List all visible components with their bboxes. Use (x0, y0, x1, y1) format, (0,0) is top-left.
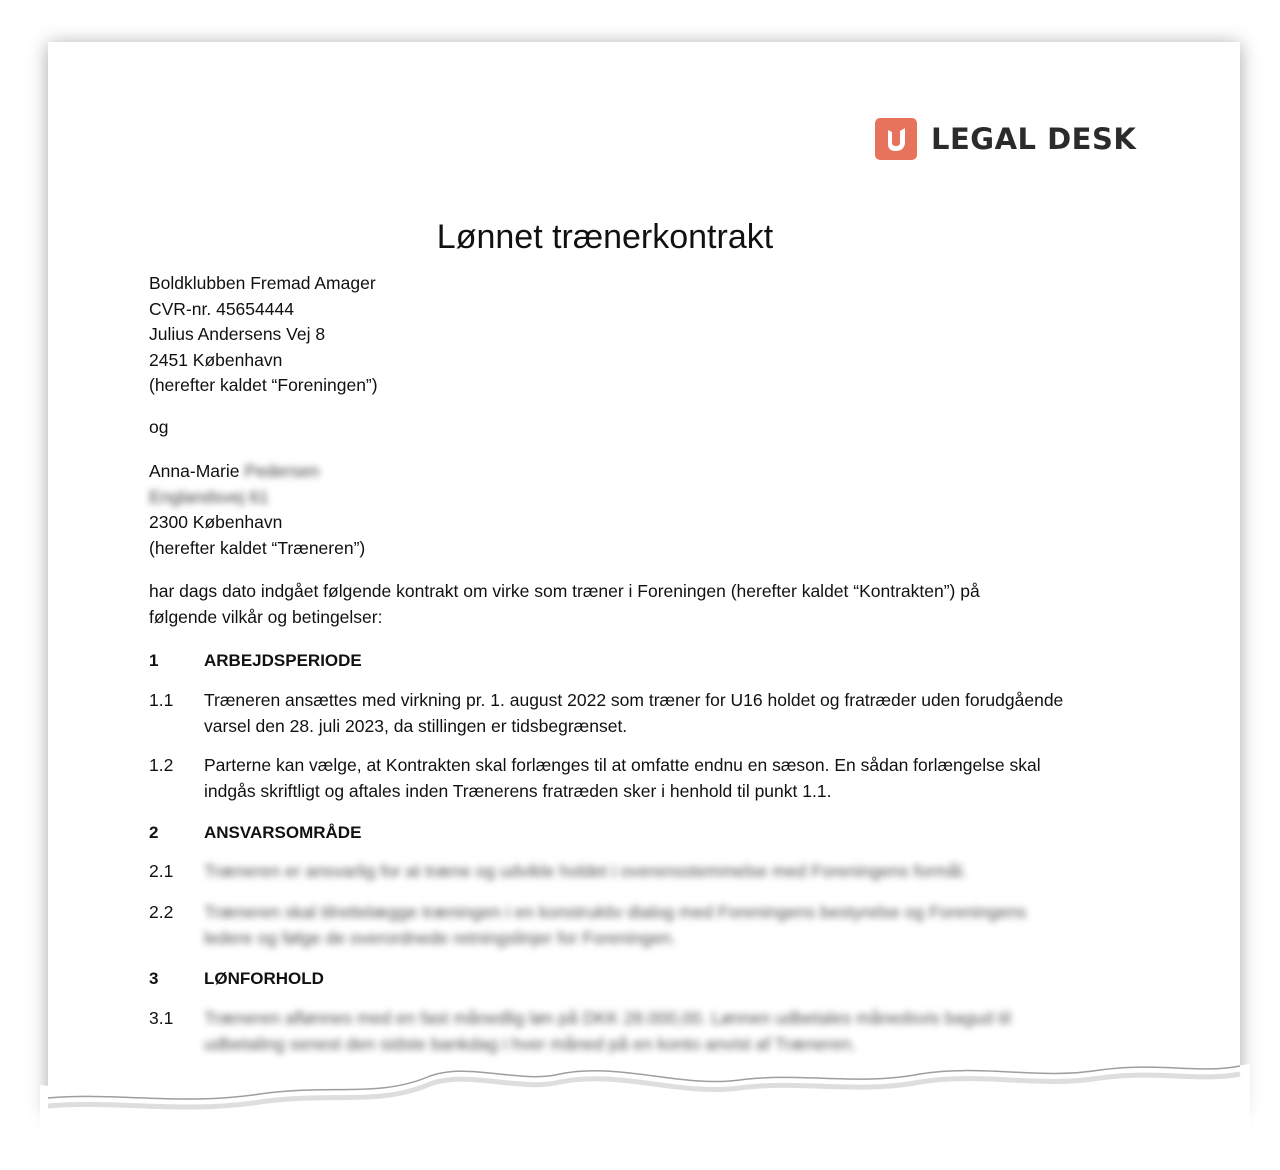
party-1-alias: (herefter kaldet “Foreningen”) (149, 375, 378, 395)
party-2-alias: (herefter kaldet “Træneren”) (149, 537, 366, 558)
clause-number: 2.2 (149, 902, 174, 922)
section-title: LØNFORHOLD (204, 969, 324, 988)
intro-line-2: følgende vilkår og betingelser: (149, 606, 383, 627)
section-title: ANSVARSOMRÅDE (204, 823, 362, 842)
intro-line-1: har dags dato indgået følgende kontrakt om virke som træner i Foreningen (herefter kaldet “Kontrakten”) på (149, 581, 980, 601)
document-page (48, 42, 1240, 1112)
party-1-city: 2451 København (149, 349, 283, 370)
party-2-last-name-redacted: Pedersen (244, 461, 320, 481)
section-number: 3 (149, 969, 159, 988)
party-2-street-redacted: Englandsvej 61 (149, 486, 269, 507)
legal-desk-logo-icon (875, 118, 917, 160)
document-title: Lønnet trænerkontrakt (436, 218, 774, 256)
clause-number: 1.2 (149, 755, 174, 775)
party-2-city: 2300 København (149, 512, 283, 532)
section-title: ARBEJDSPERIODE (204, 651, 362, 670)
clause-text: Parterne kan vælge, at Kontrakten skal forlænges til at omfatte endnu en sæson. En sådan forlængelse skal indgås skriftligt og aftales inden Trænerens fratræden sker i henhold til punkt 1.1. (204, 755, 1041, 801)
connector-text: og (149, 417, 169, 437)
party-2-block (149, 459, 365, 561)
party-1-name: Boldklubben Fremad Amager (149, 273, 376, 293)
clause-text-redacted: Træneren skal tilrettelægge træningen i en konstruktiv dialog med Foreningens bestyrelse og Foreningens ledere og følge de overordnede retningslinjer for Foreningen. (204, 902, 1027, 948)
intro-paragraph (149, 579, 980, 630)
legal-desk-logo-text: LEGAL DESK (931, 122, 1137, 156)
clause-text: Træneren ansættes med virkning pr. 1. august 2022 som træner for U16 holdet og fratræder uden forudgående varsel den 28. juli 2023, da stillingen er tidsbegrænset. (204, 690, 1064, 736)
section-number: 1 (149, 651, 159, 670)
clause-text-redacted: Træneren er ansvarlig for at træne og udvikle holdet i overensstemmelse med Foreningens formål. (204, 861, 967, 881)
party-2-name-line (149, 459, 365, 485)
clause-text-redacted: Træneren aflønnes med en fast månedlig løn på DKK 28.000,00. Lønnen udbetales månedsvis bagud til udbetaling senest den sidste bankdag i hver måned på en konto anvist af Træneren. (204, 1008, 1011, 1054)
section-number: 2 (149, 823, 159, 842)
party-2-first-name: Anna-Marie (149, 461, 240, 481)
legal-desk-logo (875, 118, 1136, 160)
clause-number: 2.1 (149, 861, 174, 881)
party-1-block (149, 271, 378, 399)
clause-number: 3.1 (149, 1008, 174, 1028)
clause-number: 1.1 (149, 690, 174, 710)
party-1-cvr: CVR-nr. 45654444 (149, 298, 294, 319)
party-1-street: Julius Andersens Vej 8 (149, 324, 326, 344)
